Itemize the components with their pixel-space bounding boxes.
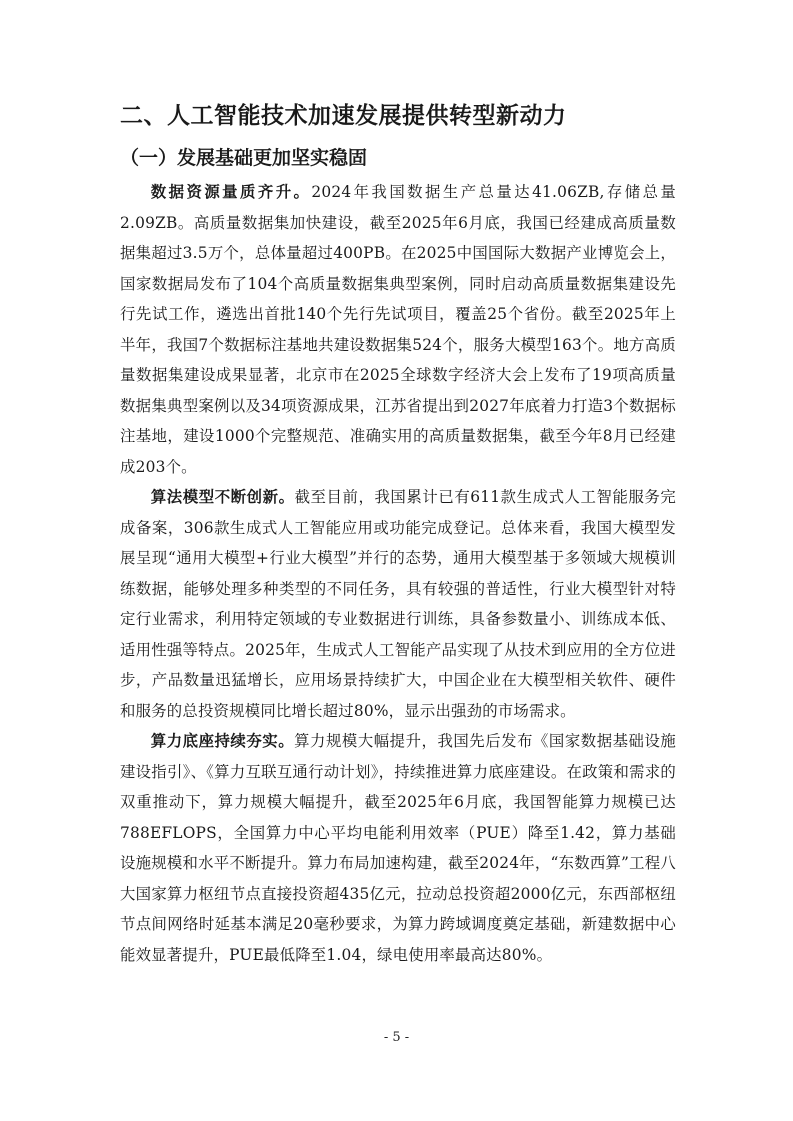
section-heading: 二、人工智能技术加速发展提供转型新动力	[120, 103, 567, 129]
paragraph-text: 截至目前，我国累计已有611款生成式人工智能服务完成备案，306款生成式人工智能应用或功能完成登记。总体来看，我国大模型发展呈现“通用大模型+行业大模型”并行的态势，通用大模型基于多领域大规模训练数据，能够处理多种类型的不同任务，具有较强的普适性，行业大模型针对特定行业需求，利用特定领域的专业数据进行训练，具备参数量小、训练成本低、适用性强等特点。2025年，生成式人工智能产品实现了从技术到应用的全方位进步，产品数量迅猛增长，应用场景持续扩大，中国企业在大模型相关软件、硬件和服务的总投资规模同比增长超过80%，显示出强劲的市场需求。	[120, 488, 676, 720]
page-number: - 5 -	[383, 1030, 410, 1045]
paragraph-compute-foundation	[120, 726, 676, 970]
subsection-heading: （一）发展基础更加坚实稳固	[120, 147, 368, 169]
paragraph-lead: 算法模型不断创新。	[150, 488, 295, 506]
page-content	[120, 96, 676, 970]
paragraph-lead: 数据资源量质齐升。	[150, 183, 312, 201]
paragraph-text: 2024年我国数据生产总量达41.06ZB,存储总量2.09ZB。高质量数据集加快建设，截至2025年6月底，我国已经建成高质量数据集超过3.5万个，总体量超过400PB。在2025中国国际大数据产业博览会上，国家数据局发布了104个高质量数据集典型案例，同时启动高质量数据集建设先行先试工作，遴选出首批140个先行先试项目，覆盖25个省份。截至2025年上半年，我国7个数据标注基地共建设数据集524个，服务大模型163个。地方高质量数据集建设成果显著，北京市在2025全球数字经济大会上发布了19项高质量数据集典型案例以及34项资源成果，江苏省提出到2027年底着力打造3个数据标注基地，建设1000个完整规范、准确实用的高质量数据集，截至今年8月已经建成203个。	[120, 183, 676, 476]
paragraph-lead: 算力底座持续夯实。	[150, 732, 295, 750]
paragraph-algorithm-models	[120, 482, 676, 726]
paragraph-text: 算力规模大幅提升，我国先后发布《国家数据基础设施建设指引》、《算力互联互通行动计划》，持续推进算力底座建设。在政策和需求的双重推动下，算力规模大幅提升，截至2025年6月底，我国智能算力规模已达788EFLOPS，全国算力中心平均电能利用效率（PUE）降至1.42，算力基础设施规模和水平不断提升。算力布局加速构建，截至2024年，“东数西算”工程八大国家算力枢纽节点直接投资超435亿元，拉动总投资超2000亿元，东西部枢纽节点间网络时延基本满足20毫秒要求，为算力跨域调度奠定基础，新建数据中心能效显著提升，PUE最低降至1.04，绿电使用率最高达80%。	[120, 732, 676, 964]
paragraph-data-resources	[120, 177, 676, 482]
